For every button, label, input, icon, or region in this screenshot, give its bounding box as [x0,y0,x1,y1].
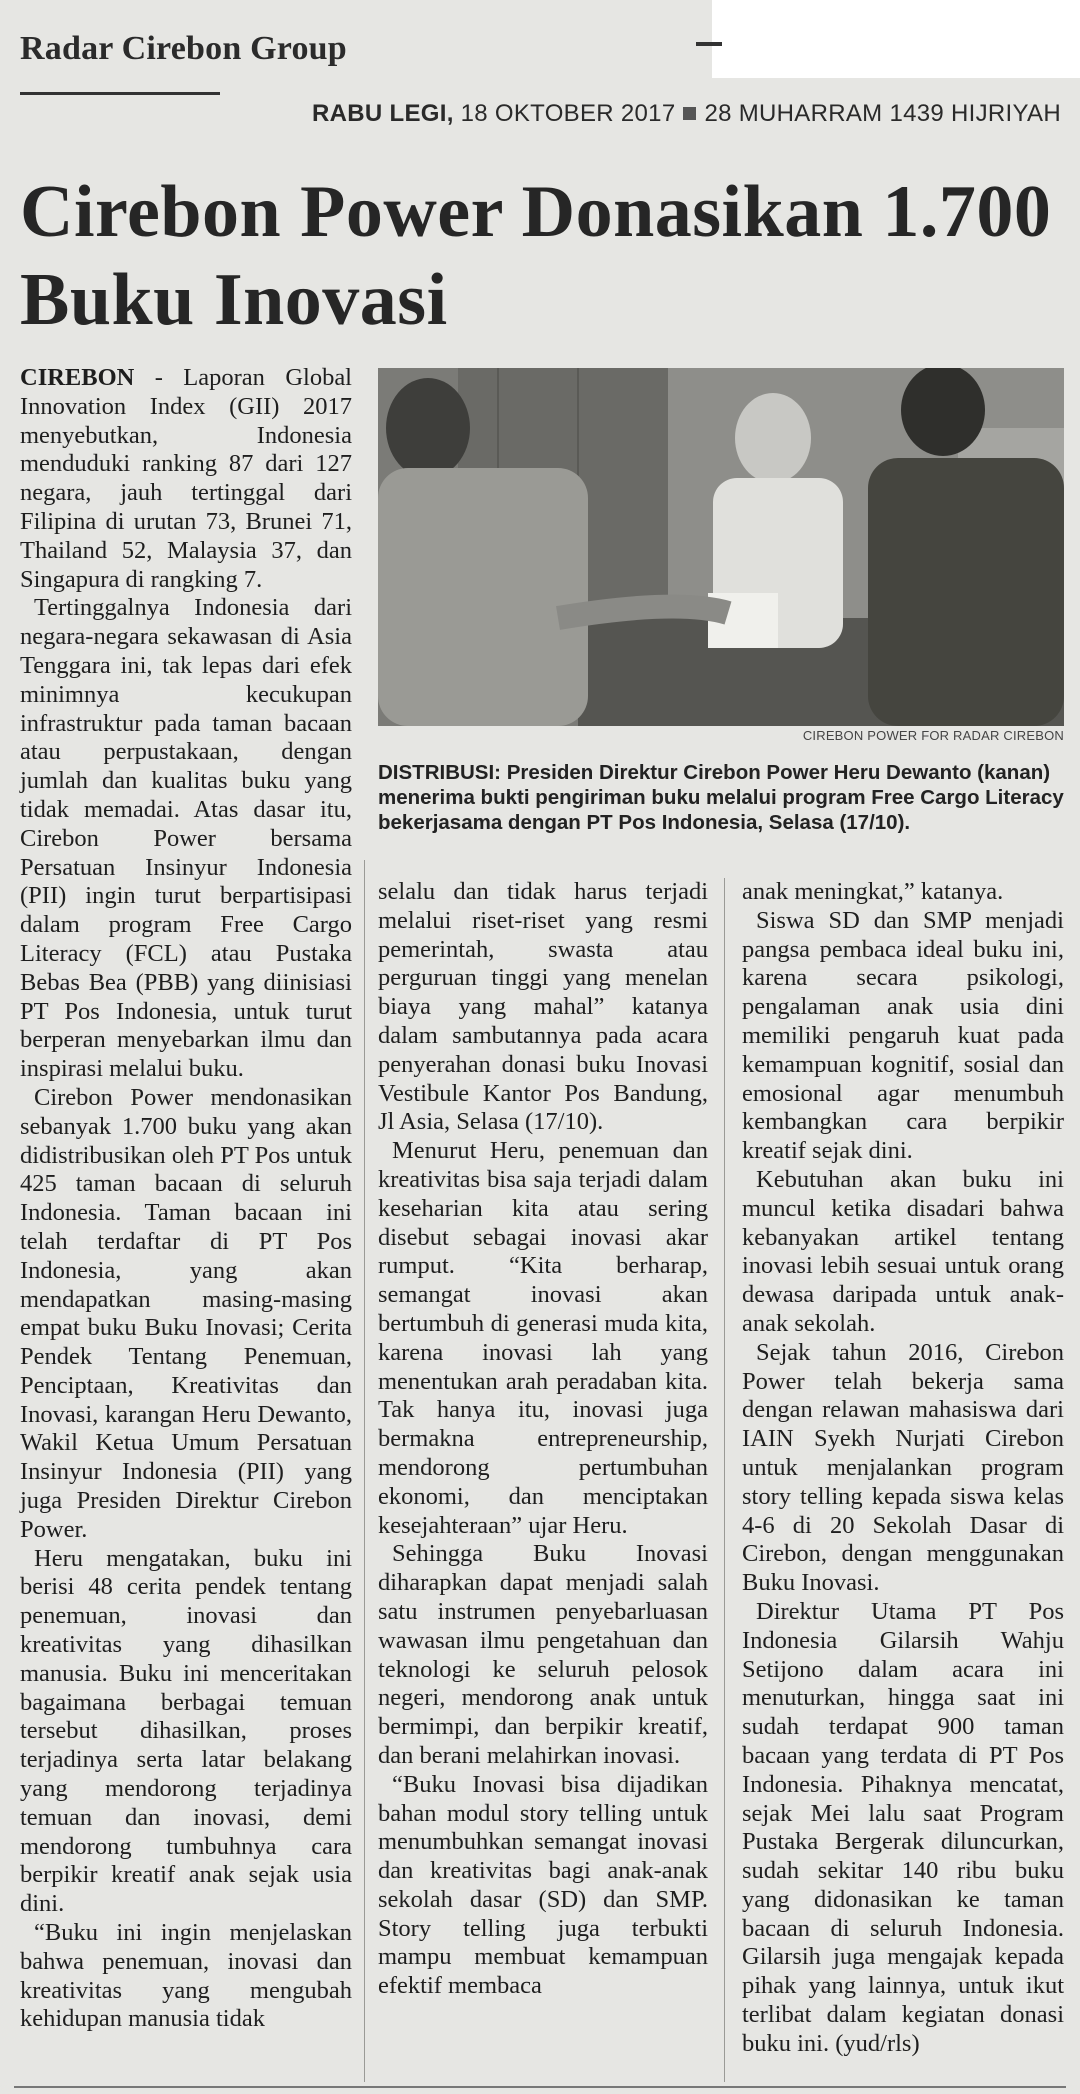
paragraph: Menurut Heru, penemuan dan kreativitas bisa saja terjadi dalam keseharian kita atau sering disebut sebagai inovasi akar rumput. “Kita berharap, semangat inovasi akan bertumbuh di generasi muda kita, karena inovasi lah yang menentukan arah peradaban kita. Tak hanya itu, inovasi juga bermakna entrepreneurship, mendorong pertumbuhan ekonomi, dan menciptakan kesejahteraan” ujar Heru. [378,1137,708,1539]
dateline-day: RABU LEGI, [312,100,454,127]
masthead-rule [20,92,220,95]
paragraph: “Buku Inovasi bisa dijadikan bahan modul story telling untuk menumbuhkan semangat inovasi dan kreativitas bagi anak-anak sekolah dasar (SD) dan SMP. Story telling juga terbukti mampu membuat kemampuan efektif membaca [378,1770,708,2000]
paragraph: Tertinggalnya Indonesia dari negara-negara sekawasan di Asia Tenggara ini, tak lepas dari efek minimnya kecukupan infrastruktur pada taman bacaan atau perpustakaan, dengan jumlah dan kualitas buku yang tidak memadai. Atas dasar itu, Cirebon Power bersama Persatuan Insinyur Indonesia (PII) ingin turut berpartisipasi dalam program Free Cargo Literacy (FCL) atau Pustaka Bebas Bea (PBB) yang diinisiasi PT Pos Indonesia, untuk turut berperan menyebarkan ilmu dan inspirasi melalui buku. [20,594,352,1083]
dateline [312,100,1061,128]
news-photo [378,368,1064,726]
paragraph: selalu dan tidak harus terjadi melalui riset-riset yang resmi pemerintah, swasta atau perguruan tinggi yang menelan biaya yang mahal” katanya dalam sambutannya pada acara penyerahan donasi buku Inovasi Vestibule Kantor Pos Bandung, Jl Asia, Selasa (17/10). [378,878,708,1136]
paragraph: Sehingga Buku Inovasi diharapkan dapat menjadi salah satu instrumen penyebarluasan wawasan ilmu pengetahuan dan teknologi ke seluruh pelosok negeri, mendorong anak untuk bermimpi, dan berpikir kreatif, dan berani melahirkan inovasi. [378,1540,708,1769]
paragraph: Cirebon Power mendonasikan sebanyak 1.700 buku yang akan didistribusikan oleh PT Pos untuk 425 taman bacaan di seluruh Indonesia. Taman bacaan ini telah terdaftar di PT Pos Indonesia, yang akan mendapatkan masing-masing empat buku Buku Inovasi; Cerita Pendek Tentang Penemuan, Penciptaan, Kreativitas dan Inovasi, karangan Heru Dewanto, Wakil Ketua Umum Persatuan Insinyur Indonesia (PII) yang juga Presiden Direktur Cirebon Power. [20,1083,352,1543]
article-column-2 [378,878,708,2001]
paragraph: Kebutuhan akan buku ini muncul ketika disadari bahwa kebanyakan artikel tentang inovasi lebih sesuai untuk orang dewasa daripada untuk anak-anak sekolah. [742,1165,1064,1337]
dateline-date: 18 OKTOBER 2017 [460,100,676,127]
dropline: CIREBON [20,364,135,391]
blank-corner [712,0,1080,78]
article-column-1 [20,364,352,2034]
paragraph: “Buku ini ingin menjelaskan bahwa penemuan, inovasi dan kreativitas yang mengubah kehidupan manusia tidak [20,1919,352,2033]
separator-square-icon [683,107,696,120]
column-rule-2 [724,878,725,2082]
paragraph [20,364,352,594]
paragraph: Direktur Utama PT Pos Indonesia Gilarsih Wahju Setijono dalam acara ini menuturkan, hingga saat ini sudah terdapat 900 taman bacaan yang terdata di PT Pos Indonesia. Pihaknya mencatat, sejak Mei lalu saat Program Pustaka Bergerak diluncurkan, sudah sekitar 140 ribu buku yang didonasikan ke taman bacaan di seluruh Indonesia. Gilarsih juga mengajak kepada pihak yang lainnya, untuk ikut terlibat dalam kegiatan donasi buku ini. (yud/rls) [742,1597,1064,2057]
masthead: Radar Cirebon Group [20,30,347,67]
article-column-3 [742,878,1064,2059]
paragraph-text: - Laporan Global Innovation Index (GII) 2017 menyebutkan, Indonesia menduduki ranking 87 dari 127 negara, jauh tertinggal dari Filipina di urutan 73, Brunei 71, Thailand 52, Malaysia 37, dan Singapura di rangking 7. [20,364,352,593]
paragraph: Siswa SD dan SMP menjadi pangsa pembaca ideal buku ini, karena secara psikologi, pengalaman anak usia dini memiliki pengaruh kuat pada kemampuan kognitif, sosial dan emosional agar menumbuh kembangkan cara berpikir kreatif sejak dini. [742,906,1064,1165]
paragraph: Heru mengatakan, buku ini berisi 48 cerita pendek tentang penemuan, inovasi dan kreativitas yang dihasilkan manusia. Buku ini menceritakan bagaimana berbagai temuan tersebut dihasilkan, proses terjadinya serta latar belakang yang mendorong terjadinya temuan dan inovasi, demi mendorong tumbuhnya cara berpikir kreatif anak sejak usia dini. [20,1544,352,1918]
photo-credit: CIREBON POWER FOR RADAR CIREBON [802,728,1064,743]
paragraph: anak meningkat,” katanya. [742,878,1004,905]
photo-caption: DISTRIBUSI: Presiden Direktur Cirebon Power Heru Dewanto (kanan) menerima bukti pengiriman buku melalui program Free Cargo Literacy bekerjasama dengan PT Pos Indonesia, Selasa (17/10). [378,761,1064,834]
paragraph: Sejak tahun 2016, Cirebon Power telah bekerja sama dengan relawan mahasiswa dari IAIN Syekh Nurjati Cirebon untuk menjalankan program story telling kepada siswa kelas 4-6 di 20 Sekolah Dasar di Cirebon, dengan menggunakan Buku Inovasi. [742,1338,1064,1597]
bottom-rule [14,2086,1066,2088]
dateline-hijri: 28 MUHARRAM 1439 HIJRIYAH [704,100,1061,127]
column-rule-1 [364,860,365,2082]
headline: Cirebon Power Donasikan 1.700 Buku Inovasi [20,171,1052,341]
